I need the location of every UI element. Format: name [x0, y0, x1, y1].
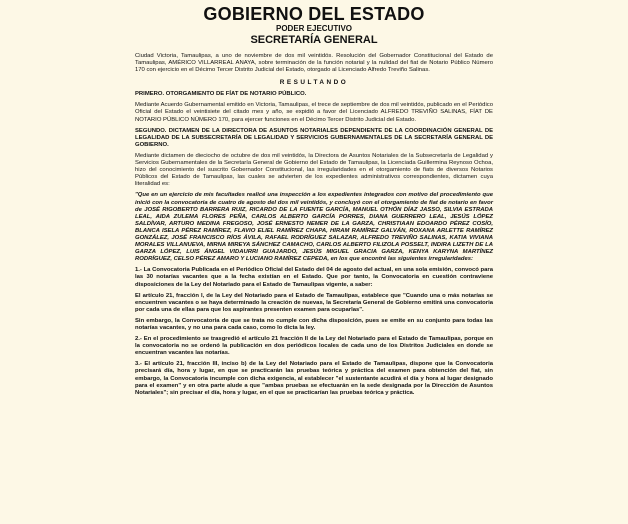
department-name: SECRETARÍA GENERAL	[250, 34, 378, 46]
page-title: GOBIERNO DEL ESTADO	[203, 4, 425, 24]
irregularity-1-note: Sin embargo, la Convocatoria de que se trata no cumple con dicha disposición, pues se emite en su conjunto para todas las notarías vacantes, y no una para cada caso, como lo dicta la ley.	[135, 317, 493, 331]
primero-title: PRIMERO. OTORGAMIENTO DE FÍAT DE NOTARIO PÚBLICO.	[135, 91, 307, 98]
page-subtitle: PODER EJECUTIVO	[275, 24, 352, 33]
dictamen-quote: "Que en un ejercicio de mis facultades realicé una inspección a los expedientes integrados con motivo del procedimiento que inició con la convocatoria de cuatro de agosto del dos mil veintidós, y concluyó con el otorgamiento de fiat de notario en favor de JOSÉ RIGOBERTO BARRERA RUIZ, RICARDO DE LA FUENTE GARCÍA, MANUEL OTHÓN DÍAZ JASSO, SILVIA ESTRADA LEAL, AIDA ZULEMA FLORES PEÑA, CARLOS ALBERTO GARCÍA PORRES, DIANA GUERRERO LEAL, JESÚS LÓPEZ SALDÍVAR, ARTURO MEDINA FREGOSO, JOSÉ ERNESTO NEMER DE LA GARZA, CHRISTIAAN EDOARDO PÉREZ COSÍO, BLANCA ISELA PÉREZ RAMÍREZ, FLAVIO ELIEL RAMÍREZ CHAPA, HIRAM RAMÍREZ GALVÁN, ROXANA ARLETTE RAMÍREZ GONZÁLEZ, JOSÉ FRANCISCO RÍOS ÁVILA, RAFAEL RODRÍGUEZ SALAZAR, ALFREDO TREVIÑO SALINAS, KATIA VIVIANA MORALES VILLANUEVA, MIRNA MIREYA SÁNCHEZ CAMACHO, CARLOS ALBERTO FILIZOLA POSSELT, INDIRA LIZETH DE LA GARZA LÓPEZ, LUIS ÁNGEL VIDAURRI GUAJARDO, JESÚS MIGUEL GRACIA GARZA, KENYA KARYNA MARTÍNEZ RODRÍGUEZ, CELSO PÉREZ AMARO Y LUCIANO RAMÍREZ CEPEDA, en los que encontré las siguientes irregularidades:	[135, 192, 493, 263]
primero-body: Mediante Acuerdo Gubernamental emitido en Victoria, Tamaulipas, el trece de septiembre de dos mil veintidós, publicado en el Periódico Oficial del Estado el veintisiete del citado mes y año, se expidió a favor del Licenciado ALFREDO TREVIÑO SALINAS, FÍAT DE NOTARIO PÚBLICO NÚMERO 170, para ejercer funciones en el Décimo Tercer Distrito Judicial del Estado.	[135, 102, 493, 123]
segundo-title: SEGUNDO. DICTAMEN DE LA DIRECTORA DE ASUNTOS NOTARIALES DEPENDIENTE DE LA COORDINACIÓN GENERAL DE LEGALIDAD DE LA SUBSECRETARÍA DE LEGALIDAD Y SERVICIOS GUBERNAMENTALES DE LA SECRETARÍA GENERAL DE GOBIERNO.	[135, 127, 493, 148]
irregularity-1: 1.- La Convocatoria Publicada en el Periódico Oficial del Estado del 04 de agosto del actual, en una sola emisión, convocó para las 30 notarías vacantes que a la fecha existían en el Estado. Que por tanto, la Convocatoria en cuestión contraviene disposiciones de la Ley del Notariado para el Estado de Tamaulipas vigente, a saber:	[135, 267, 493, 288]
irregularity-2: 2.- En el procedimiento se trasgredió el artículo 21 fracción II de la Ley del Notariado para el Estado de Tamaulipas, porque en la convocatoria no se ordenó la publicación en dos periódicos locales de cada uno de los Distritos Judiciales en donde se encuentran vacantes las notarías.	[135, 336, 493, 357]
irregularity-3: 3.- El artículo 21, fracción III, inciso b) de la Ley del Notariado para el Estado de Tamaulipas, dispone que la Convocatoria precisará día, hora y lugar, en que se practicarán las pruebas teórica y práctica del examen para obtención del fiat, sin embargo, la Convocatoria incumple con dicha exigencia, al establecer "el sustentante acudirá el día y hora al lugar designado para el examen" y en otra parte alude a que "ambas pruebas se efectuarán en la sede designada por la Dirección de Asuntos Notariales"; sin precisar el día, hora y lugar, en el que se practicarían las pruebas teórica y práctica.	[135, 361, 493, 396]
intro-paragraph: Ciudad Victoria, Tamaulipas, a uno de noviembre de dos mil veintidós. Resolución del Gobernador Constitucional del Estado de Tamaulipas, AMÉRICO VILLARREAL ANAYA, sobre terminación de la función notarial y la nulidad del fiat de Notario Público Número 170 con ejercicio en el Décimo Tercer Distrito Judicial del Estado, otorgado al Licenciado Alfredo Treviño Salinas.	[135, 53, 493, 74]
resultando-heading: RESULTANDO	[279, 79, 349, 87]
document-header	[135, 4, 493, 47]
segundo-body: Mediante dictamen de dieciocho de octubre de dos mil veintidós, la Directora de Asuntos Notariales de la Subsecretaría de Legalidad y Servicios Gubernamentales de la Secretaría General de Gobierno del Estado de Tamaulipas, la Licenciada Guillermina Reynoso Ochoa, hizo del conocimiento del suscrito Gobernador Constitucional, las irregularidades en el otorgamiento de fiats de diversos Notarios Públicos del Estado de Tamaulipas, las cuales se advierten de los expedientes administrativos correspondientes, dictamen cuya literalidad es:	[135, 152, 493, 188]
irregularity-1-article: El artículo 21, fracción I, de la Ley del Notariado para el Estado de Tamaulipas, establece que "Cuando una o más notarías se encuentren vacantes o se haya determinado la creación de nuevas, la Secretaría General de Gobierno emitirá una convocatoria por cada una de ellas para que los aspirantes presenten examen para ocuparlas".	[135, 292, 493, 313]
